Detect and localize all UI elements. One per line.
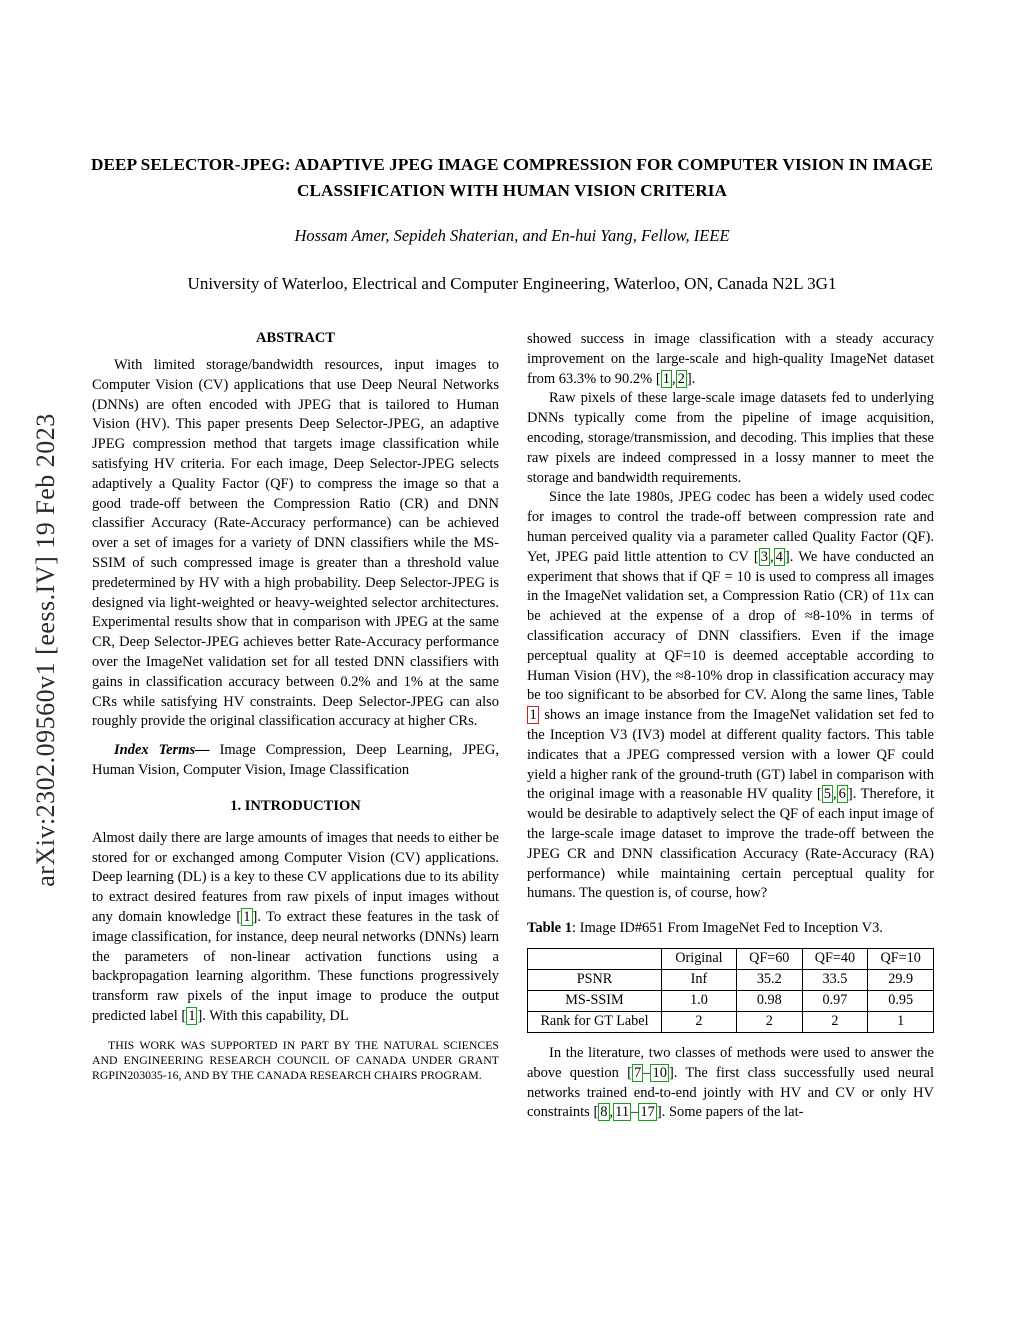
table-cell: 2 xyxy=(736,1011,802,1032)
table-cell: Rank for GT Label xyxy=(528,1011,662,1032)
citation-link[interactable]: 4 xyxy=(775,548,783,565)
table-caption xyxy=(527,919,934,939)
table-cell: Inf xyxy=(661,969,736,990)
paragraph-literature: In the literature, two classes of methods were used to answer the above question [ 7 – 10 ]. The first class successfully used neural networks trained end-to-end jointly with HV and CV or only HV constraints [ 8 , 11 – 17 ]. Some papers of the lat- xyxy=(527,1044,934,1121)
paragraph-raw-pixels: Raw pixels of these large-scale image datasets fed to underlying DNNs typically come from the pipeline of image acquisition, encoding, storage/transmission, and decoding. This implies that these raw pixels are indeed compressed in a lossy manner to meet the storage and bandwidth requirements. xyxy=(527,390,934,486)
results-table xyxy=(527,948,934,1033)
citation-link[interactable]: 17 xyxy=(640,1104,655,1121)
table-header-cell: QF=10 xyxy=(868,948,934,969)
citation-link[interactable]: 11 xyxy=(615,1104,630,1121)
table-cell: 2 xyxy=(802,1011,868,1032)
table-header-cell: QF=60 xyxy=(736,948,802,969)
table-cell: MS-SSIM xyxy=(528,990,662,1011)
index-terms-label: Index Terms— xyxy=(114,742,210,759)
table-cell: PSNR xyxy=(528,969,662,990)
intro-paragraph: Almost daily there are large amounts of images that needs to either be stored for or exchanged among Computer Vision (CV) applications. Deep learning (DL) is a key to these CV applications due to its ability to extract desired features from raw pixels of input images without any domain knowledge [ 1 ]. To extract these features in the task of image classification, for instance, deep neural networks (DNNs) learn the parameters of non-linear activation functions using a backpropagation learning algorithm. These functions progressively transform raw pixels of the input image to produce the output predicted label [ 1 ]. With this capability, DL xyxy=(92,829,499,1024)
paragraph-jpeg-history: Since the late 1980s, JPEG codec has been a widely used codec for images to control the trade-off between compression rate and human perceived quality via a parameter called Quality Factor (QF). Yet, JPEG paid little attention to CV [ 3 , 4 ]. We have conducted an experiment that shows that if QF = 10 is used to compress all images in the ImageNet validation set, a Compression Ratio (CR) of 11x can be achieved at the expense of a drop of ≈8-10% in terms of classification accuracy of DNN classifiers. Even if the image perceptual quality at QF=10 is deemed acceptable according to Human Vision (HV), the ≈8-10% drop in classification accuracy may be too significant to be absorbed for CV. Along the same lines, Table 1 shows an image instance from the ImageNet validation set fed to the Inception V3 (IV3) model at different quality factors. This table indicates that a JPEG compressed version with a lower QF could yield a higher rank of the ground-truth (GT) label in comparison with the original image with a reasonable HV quality [ 5 , 6 ]. Therefore, it would be desirable to adaptively select the QF of each input image of the large-scale image dataset to improve the trade-off between the JPEG CR and DNN classification Accuracy (Rate-Accuracy (RA) performance) while maintaining certain perceptual quality for humans. The question is, of course, how? xyxy=(527,489,935,902)
citation-link[interactable]: 1 xyxy=(188,1007,196,1024)
section-heading-introduction: 1. INTRODUCTION xyxy=(230,797,361,814)
table-row xyxy=(528,969,934,990)
citation-link[interactable]: 3 xyxy=(760,548,768,565)
table-cell: 2 xyxy=(661,1011,736,1032)
index-terms-text: Image Compression, Deep Learning, JPEG, Human Vision, Computer Vision, Image Classification xyxy=(92,742,499,778)
table-cell: 29.9 xyxy=(868,969,934,990)
two-column-body xyxy=(0,330,1024,1123)
paper-authors: Hossam Amer, Sepideh Shaterian, and En-hui Yang, Fellow, IEEE xyxy=(294,226,730,245)
citation-link[interactable]: 10 xyxy=(652,1064,667,1081)
table-row xyxy=(528,1011,934,1032)
table-cell: 1 xyxy=(868,1011,934,1032)
paper-header xyxy=(0,0,1024,294)
funding-footnote: THIS WORK WAS SUPPORTED IN PART BY THE NATURAL SCIENCES AND ENGINEERING RESEARCH COUNCIL OF CANADA UNDER GRANT RGPIN203035-16, AND BY THE CANADA RESEARCH CHAIRS PROGRAM. xyxy=(92,1037,499,1083)
table-cell: 0.98 xyxy=(736,990,802,1011)
citation-link[interactable]: 2 xyxy=(677,370,685,387)
table-header-cell: QF=40 xyxy=(802,948,868,969)
abstract-text: With limited storage/bandwidth resources, input images to Computer Vision (CV) applications that use Deep Neural Networks (DNNs) are often encoded with JPEG that is tailored to Human Vision (HV). This paper presents Deep Selector-JPEG, an adaptive JPEG compression method that targets image classification while satisfying HV criteria. For each image, Deep Selector-JPEG selects adaptively a Quality Factor (QF) to compress the image so that a good trade-off between the Compression Ratio (CR) and DNN classifier Accuracy (Rate-Accuracy performance) can be achieved over a set of images for a variety of DNN classifiers while the MS-SSIM of such compressed image is greater than a threshold value predetermined by HV with a high probability. Deep Selector-JPEG is designed via light-weighted or heavy-weighted selector architectures. Experimental results show that in comparison with JPEG at the same CR, Deep Selector-JPEG achieves better Rate-Accuracy performance over the ImageNet validation set for all tested DNN classifiers with gains in classification accuracy between 0.2% and 1% at the same CRs while satisfying HV constraints. Deep Selector-JPEG can also roughly provide the original classification accuracy at higher CRs. xyxy=(92,357,499,730)
citation-link[interactable]: 1 xyxy=(243,908,251,925)
paragraph-continuation: showed success in image classification with a steady accuracy improvement on the large-scale and high-quality ImageNet dataset from 63.3% to 90.2% [ 1 , 2 ]. xyxy=(527,331,934,387)
index-terms xyxy=(92,741,499,781)
table-header-cell xyxy=(528,948,662,969)
abstract-heading: ABSTRACT xyxy=(256,330,335,346)
arxiv-stamp: arXiv:2302.09560v1 [eess.IV] 19 Feb 2023 xyxy=(31,413,60,887)
table-header-cell: Original xyxy=(661,948,736,969)
table-header-row xyxy=(528,948,934,969)
citation-link[interactable]: 7 xyxy=(633,1064,642,1081)
table-caption-text: : Image ID#651 From ImageNet Fed to Inception V3. xyxy=(572,920,884,937)
left-column xyxy=(92,330,499,1123)
citation-link[interactable]: 5 xyxy=(823,786,831,803)
table-cell: 33.5 xyxy=(802,969,868,990)
citation-link[interactable]: 6 xyxy=(838,786,846,803)
table-ref-link[interactable]: 1 xyxy=(527,706,539,724)
citation-link[interactable]: 1 xyxy=(662,370,670,387)
table-cell: 0.97 xyxy=(802,990,868,1011)
table-block xyxy=(527,919,934,1033)
table-cell: 1.0 xyxy=(661,990,736,1011)
table-caption-label: Table 1 xyxy=(527,920,572,937)
table-cell: 35.2 xyxy=(736,969,802,990)
paper-title: DEEP SELECTOR-JPEG: ADAPTIVE JPEG IMAGE COMPRESSION FOR COMPUTER VISION IN IMAGE CLASSIFICATION WITH HUMAN VISION CRITERIA xyxy=(90,155,933,200)
paper-affiliation: University of Waterloo, Electrical and Computer Engineering, Waterloo, ON, Canada N2L 3G1 xyxy=(187,274,837,293)
right-column xyxy=(527,330,934,1123)
citation-link[interactable]: 8 xyxy=(600,1104,608,1121)
table-cell: 0.95 xyxy=(868,990,934,1011)
table-row xyxy=(528,990,934,1011)
